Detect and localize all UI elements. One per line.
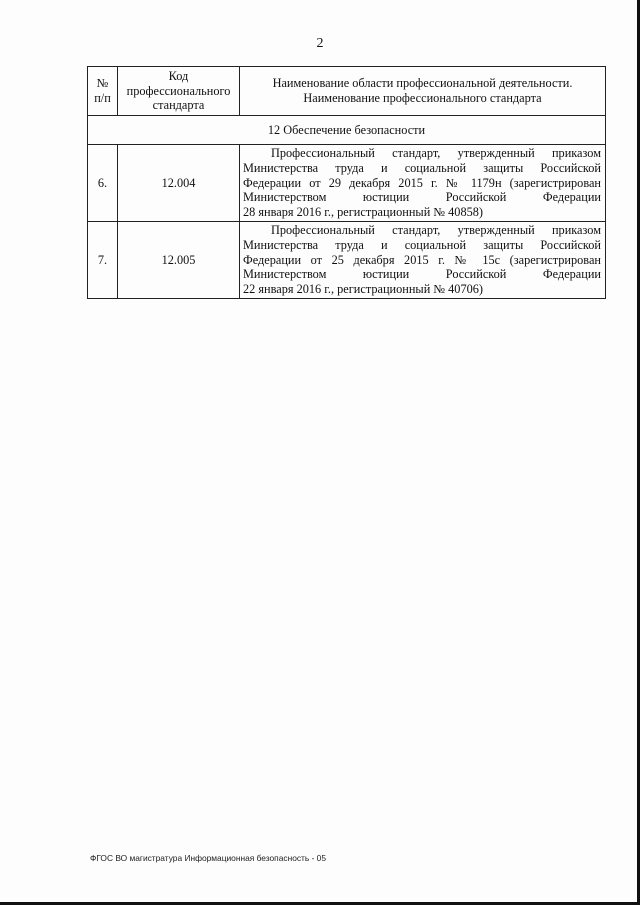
header-num <box>88 67 118 116</box>
header-code <box>118 67 240 116</box>
row-description <box>240 145 606 222</box>
section-row <box>88 116 606 145</box>
page-number: 2 <box>316 36 324 51</box>
description-line: Федерации от 29 декабря 2015 г. № 1179н (зарегистрирован <box>243 175 601 190</box>
header-code-line: профессионального <box>126 83 231 98</box>
header-name-line: Наименование области профессиональной деятельности. <box>272 76 573 91</box>
header-num-line: п/п <box>94 91 111 105</box>
description-line: Профессиональный стандарт, утвержденный приказом <box>271 146 601 160</box>
header-name <box>240 67 606 116</box>
professional-standards-table <box>87 66 606 299</box>
table-header-row <box>88 67 606 116</box>
table-row <box>88 145 606 222</box>
page-footer: ФГОС ВО магистратура Информационная безопасность - 05 <box>90 853 326 863</box>
description-line: Министерства труда и социальной защиты Российской <box>243 237 601 252</box>
row-description <box>240 222 606 299</box>
row-code: 12.004 <box>118 145 240 222</box>
description-line: Министерства труда и социальной защиты Российской <box>243 160 601 175</box>
row-code: 12.005 <box>118 222 240 299</box>
description-line: 22 января 2016 г., регистрационный № 40706) <box>243 282 483 297</box>
description-line: 28 января 2016 г., регистрационный № 40858) <box>243 205 483 220</box>
header-num-line: № <box>96 76 109 91</box>
table-row <box>88 222 606 299</box>
header-name-line: Наименование профессионального стандарта <box>303 91 542 105</box>
header-code-line: стандарта <box>152 98 205 113</box>
row-num: 6. <box>88 145 118 222</box>
description-line: Министерством юстиции Российской Федерации <box>243 190 601 205</box>
description-line: Профессиональный стандарт, утвержденный приказом <box>271 223 601 237</box>
header-code-line: Код <box>168 68 189 83</box>
description-line: Федерации от 25 декабря 2015 г. № 15с (зарегистрирован <box>243 252 601 267</box>
row-num: 7. <box>88 222 118 299</box>
section-title: 12 Обеспечение безопасности <box>88 116 606 145</box>
description-line: Министерством юстиции Российской Федерации <box>243 267 601 282</box>
